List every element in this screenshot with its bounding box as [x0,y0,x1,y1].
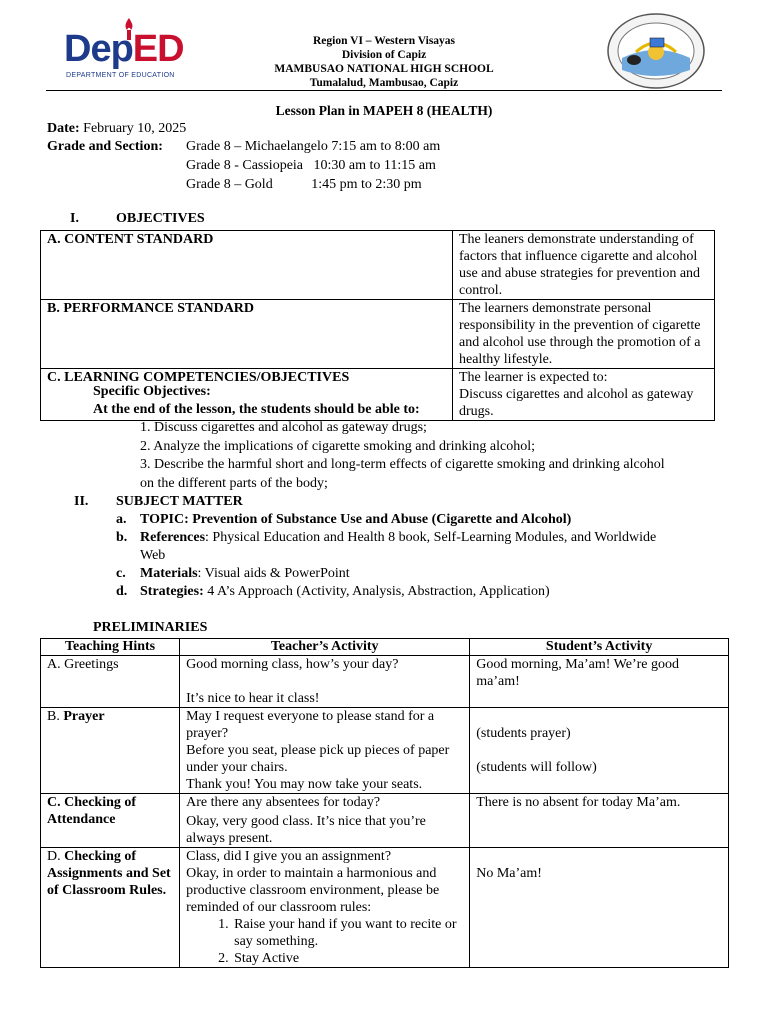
school-header [200,34,568,90]
performance-standard-label: B. PERFORMANCE STANDARD [41,300,453,369]
column-header: Teacher’s Activity [180,639,470,656]
item-letter: c. [116,566,126,581]
greetings-student: Good morning, Ma’am! We’re good ma’am! [470,656,729,708]
greetings-hint: A. Greetings [41,656,180,708]
content-standard-text: The leaners demonstrate understanding of factors that influence cigarette and alcohol use and abuse strategies for prevention and control. [453,231,715,300]
table-row [41,300,715,369]
references-value: : Physical Education and Health 8 book, Self-Learning Modules, and Worldwide [205,530,657,545]
specific-objectives-heading: Specific Objectives: [93,384,211,399]
materials-value: : Visual aids & PowerPoint [197,566,350,581]
page-title: Lesson Plan in MAPEH 8 (HEALTH) [275,103,493,118]
attendance-teacher [180,794,470,848]
attendance-student: There is no absent for today Ma’am. [470,794,729,848]
teacher-line: Are there any absentees for today? [186,795,381,810]
student-line: No Ma’am! [476,866,542,881]
teacher-line: Good morning class, how’s your day? [186,657,399,672]
section-heading: OBJECTIVES [116,211,205,226]
list-item: 3. Describe the harmful short and long-term effects of cigarette smoking and drinking alcohol [140,457,665,472]
deped-logo-subtitle: DEPARTMENT OF EDUCATION [66,72,175,79]
school-name: MAMBUSAO NATIONAL HIGH SCHOOL [274,63,494,75]
prayer-hint: B. Prayer [41,708,180,794]
topic-label: TOPIC: Prevention of Substance Use and Abuse (Cigarette and Alcohol) [140,512,572,527]
region-text: Region VI – Western Visayas [312,35,456,47]
preliminaries-heading: PRELIMINARIES [93,620,208,635]
teacher-line: Thank you! You may now take your seats. [186,777,423,792]
deped-logo-text: DepED [64,28,184,70]
preliminaries-table [40,638,729,968]
table-row [41,656,729,708]
teacher-line: It’s nice to hear it class! [186,691,320,706]
attendance-hint: C. Checking of Attendance [41,794,180,848]
list-item: 1. Discuss cigarettes and alcohol as gateway drugs; [140,420,427,435]
section-number: II. [74,494,89,509]
table-row [41,794,729,848]
student-line: (students prayer) [476,726,571,741]
materials-label: Materials [140,566,198,581]
student-line: (students will follow) [476,760,597,775]
column-header: Teaching Hints [41,639,180,656]
performance-standard-text: The learners demonstrate personal responsibility in the prevention of cigarette and alcohol use through the promotion of a healthy lifestyle. [453,300,715,369]
table-header-row [41,639,729,656]
list-item: on the different parts of the body; [140,476,328,491]
references-continuation: Web [140,548,166,563]
school-seal-icon [606,12,706,90]
teacher-line: Okay, in order to maintain a harmonious and productive classroom environment, please be reminded of our classroom rules: [186,866,440,915]
competency-intro: The learner is expected to: [459,370,608,385]
date-value: February 10, 2025 [83,121,187,136]
prayer-teacher [180,708,470,794]
date-line [47,121,186,137]
learning-competencies-text [453,369,715,421]
table-row [41,708,729,794]
section-number: I. [70,211,79,226]
list-item: 1. Raise your hand if you want to recite or say something. [232,916,463,950]
list-item [116,512,571,528]
school-address: Tumalalud, Mambusao, Capiz [309,77,459,89]
column-header: Student’s Activity [470,639,729,656]
list-item [116,566,350,582]
content-standard-label: A. CONTENT STANDARD [41,231,453,300]
header-divider [46,90,722,91]
assignment-student [470,848,729,968]
teacher-line: Class, did I give you an assignment? [186,849,392,864]
list-item: 2. Stay Active [232,950,463,967]
specific-objectives-intro: At the end of the lesson, the students should be able to: [93,402,420,417]
schedule-line: Grade 8 – Michaelangelo 7:15 am to 8:00 am [186,139,441,154]
schedule-line: Grade 8 – Gold 1:45 pm to 2:30 pm [186,177,422,192]
prayer-student [470,708,729,794]
deped-logo [64,18,200,86]
table-row [41,848,729,968]
competency-text: Discuss cigarettes and alcohol as gateway drugs. [459,387,694,419]
grade-section-label: Grade and Section: [47,139,163,154]
item-letter: b. [116,530,128,545]
table-row [41,231,715,300]
date-label: Date: [47,121,80,136]
teacher-line: Okay, very good class. It’s nice that you’re always present. [186,814,426,846]
list-item [116,530,656,546]
division-text: Division of Capiz [341,49,427,61]
learning-competencies-label: C. LEARNING COMPETENCIES/OBJECTIVES [41,369,453,421]
item-letter: a. [116,512,127,527]
teacher-line: Before you seat, please pick up pieces of paper under your chairs. [186,743,450,775]
references-label: References [140,530,206,545]
greetings-teacher [180,656,470,708]
assignment-teacher [180,848,470,968]
teacher-line: May I request everyone to please stand for a prayer? [186,709,435,741]
classroom-rules-list [186,916,463,967]
assignment-hint: D. Checking of Assignments and Set of Classroom Rules. [41,848,180,968]
section-heading: SUBJECT MATTER [116,494,243,509]
list-item [116,584,550,600]
strategies-label: Strategies: [140,584,204,599]
item-letter: d. [116,584,128,599]
strategies-value: 4 A’s Approach (Activity, Analysis, Abstraction, Application) [203,584,550,599]
list-item: 2. Analyze the implications of cigarette smoking and drinking alcohol; [140,439,536,454]
schedule-line: Grade 8 - Cassiopeia 10:30 am to 11:15 am [186,158,436,173]
